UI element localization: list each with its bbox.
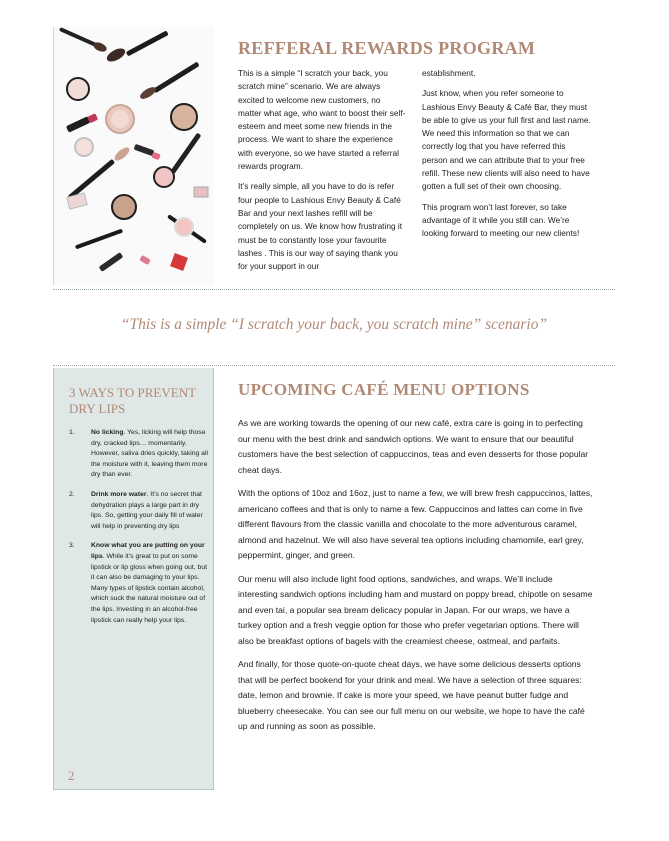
tip-title: Drink more water	[91, 490, 147, 498]
tips-list	[69, 428, 209, 635]
cosmetics-photo	[53, 27, 214, 285]
tip-text: . While it’s great to put on some lipstick or lip gloss when going out, but it can also be damaging to your lips. Many types of lipstick contain alcohol, which suck the natural moisture out of the lips. Investing in an alcohol-free lipstick can really help your lips.	[91, 552, 207, 624]
referral-paragraph: This is a simple “I scratch your back, you scratch mine” scenario. We are always excited to welcome new customers, no matter what age, who want to boost their self-esteem and meet some new friends in the process. We want to share the experience with everyone, so we have started a referral rewards program.	[238, 68, 406, 172]
tip-text: . It’s no secret that dehydration plays a large part in dry lips. So, getting your daily fill of water will help in preventing dry lips	[91, 490, 203, 530]
menu-heading: UPCOMING CAFÉ MENU OPTIONS	[238, 380, 530, 399]
list-item	[69, 490, 209, 532]
referral-heading: REFFERAL REWARDS PROGRAM	[238, 38, 536, 58]
referral-paragraph: Just know, when you refer someone to Lashious Envy Beauty & Café Bar, they must be able to give us your full first and last name. We need this information so that we can correctly log that you have referred this person and we can attribute that to your free refill. These new clients will also need to have gotten a full set of their own choosing.	[422, 88, 591, 192]
menu-paragraph: Our menu will also include light food options, sandwiches, and wraps. We’ll include interesting sandwich options including ham and mustard on poppy bread, chipotle on sesame and even tai, a popular sea bream delicacy popular in Japan. For our wraps, we have a turkey option and a fresh veggie option for those who prefer vegetarian options. There will also be breakfast options of bagels with the creamiest cheese, oatmeal, and parfaits.	[238, 573, 593, 646]
menu-paragraph: And finally, for those quote-on-quote cheat days, we have some delicious desserts options that will be perfect bookend for your drink and meal. We have a selection of three squares: date, lemon and brownie. If cake is more your speed, we have peanut butter fudge and blueberry cheesecake. You can see our full menu on our website, we hope to have the café up and running as soon as possible.	[238, 659, 585, 731]
tip-title: Know what you are putting on your lips	[91, 542, 205, 560]
tip-title: No licking	[91, 429, 124, 436]
referral-paragraph: This program won’t last forever, so take advantage of it while you still can. We’re looking forward to meeting our new clients!	[422, 201, 580, 239]
list-item	[69, 428, 209, 481]
sidebar-title: 3 WAYS TO PREVENT DRY LIPS	[69, 385, 196, 416]
referral-column-1	[238, 67, 406, 280]
tip-text: . Yes, licking will help those dry, cracked lips… momentarily. However, saliva dries quickly, taking all the moisture with it, leaving them more dry than ever.	[91, 429, 208, 479]
list-number: 1.	[69, 429, 75, 436]
list-item	[69, 541, 209, 626]
referral-column-2	[422, 67, 592, 248]
list-number: 2.	[69, 490, 75, 498]
referral-paragraph: establishment.	[422, 68, 476, 78]
menu-paragraph: With the options of 10oz and 16oz, just to name a few, we will brew fresh cappuccinos, lattes, americano coffees and that is only to name a few. Cappuccinos and lattes can come in five different flavours from the classic vanilla and chocolate to the more adventurous caramel, almond and hazelnut. We will also have several tea options including chamomile, earl grey, peppermint, ginger, and green.	[238, 488, 593, 560]
pull-quote: “This is a simple “I scratch your back, you scratch mine” scenario”	[120, 316, 548, 333]
cosmetics-illustration	[54, 27, 214, 285]
sidebar	[53, 368, 214, 790]
menu-column	[238, 416, 594, 743]
divider	[53, 365, 615, 366]
divider	[53, 289, 615, 290]
list-number: 3.	[69, 542, 75, 550]
menu-paragraph: As we are working towards the opening of our new café, extra care is going in to perfecting our menu with the best drink and sandwich options. We want to ensure that our beautiful customers have the best selection of cappuccinos, teas and even desserts for those popular cheat days.	[238, 418, 589, 475]
page-number: 2	[68, 768, 75, 783]
referral-paragraph: It’s really simple, all you have to do is refer four people to Lashious Envy Beauty & Café Bar and your next lashes refill will be completely on us. We know how frustrating it must be to constantly lose your favourite lashes . This is our way of saying thank you for your support in our	[238, 181, 403, 272]
